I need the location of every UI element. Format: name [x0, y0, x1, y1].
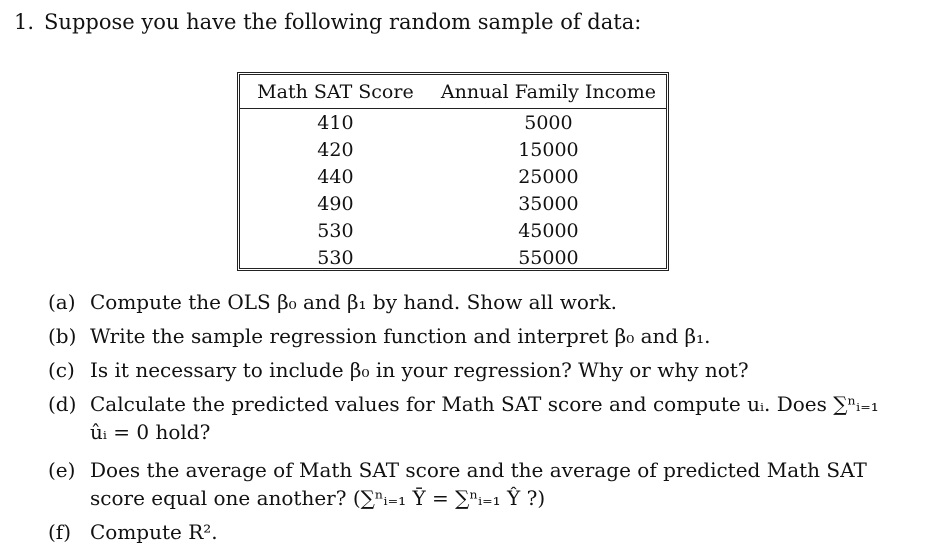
cell-math-sat: 490	[317, 192, 354, 215]
part-label: (c)	[48, 358, 75, 382]
part-label: (d)	[48, 392, 77, 416]
table-row	[240, 136, 666, 163]
problem-number: 1.	[14, 10, 35, 34]
cell-family-income: 35000	[518, 192, 579, 215]
cell-family-income: 25000	[518, 165, 579, 188]
table-row	[240, 244, 666, 271]
data-table	[240, 75, 666, 271]
column-header-family-income: Annual Family Income	[431, 75, 666, 109]
column-header-math-sat: Math SAT Score	[240, 75, 431, 109]
part-label: (a)	[48, 290, 76, 314]
cell-math-sat: 410	[317, 111, 354, 134]
part-text: Does the average of Math SAT score and the average of predicted Math SAT score equal one another? (∑ⁿᵢ₌₁ Ȳ = ∑ⁿᵢ₌₁ Ŷ ?)	[90, 458, 867, 510]
part-text: Write the sample regression function and interpret β₀ and β₁.	[90, 324, 711, 348]
question-part-b	[48, 322, 888, 350]
question-parts	[48, 288, 888, 552]
cell-math-sat: 440	[317, 165, 354, 188]
cell-family-income: 5000	[524, 111, 573, 134]
part-text: Compute the OLS β₀ and β₁ by hand. Show all work.	[90, 290, 617, 314]
data-table-frame	[237, 72, 669, 271]
part-label: (f)	[48, 520, 72, 544]
part-label: (e)	[48, 458, 76, 482]
table-row	[240, 217, 666, 244]
table-row	[240, 109, 666, 137]
cell-family-income: 45000	[518, 219, 579, 242]
part-text: Compute R².	[90, 520, 218, 544]
problem-intro: Suppose you have the following random sample of data:	[44, 10, 642, 34]
question-part-d	[48, 390, 888, 446]
table-header-row	[240, 75, 666, 109]
part-text: Calculate the predicted values for Math SAT score and compute uᵢ. Does ∑ⁿᵢ₌₁ ûᵢ = 0 hold?	[90, 392, 879, 444]
question-part-f	[48, 518, 888, 546]
table-row	[240, 163, 666, 190]
cell-family-income: 15000	[518, 138, 579, 161]
question-part-a	[48, 288, 888, 316]
part-label: (b)	[48, 324, 77, 348]
cell-math-sat: 420	[317, 138, 354, 161]
part-text: Is it necessary to include β₀ in your regression? Why or why not?	[90, 358, 749, 382]
cell-family-income: 55000	[518, 246, 579, 269]
cell-math-sat: 530	[317, 219, 354, 242]
problem-statement	[14, 10, 641, 34]
question-part-c	[48, 356, 888, 384]
table-row	[240, 190, 666, 217]
question-part-e	[48, 456, 888, 512]
cell-math-sat: 530	[317, 246, 354, 269]
